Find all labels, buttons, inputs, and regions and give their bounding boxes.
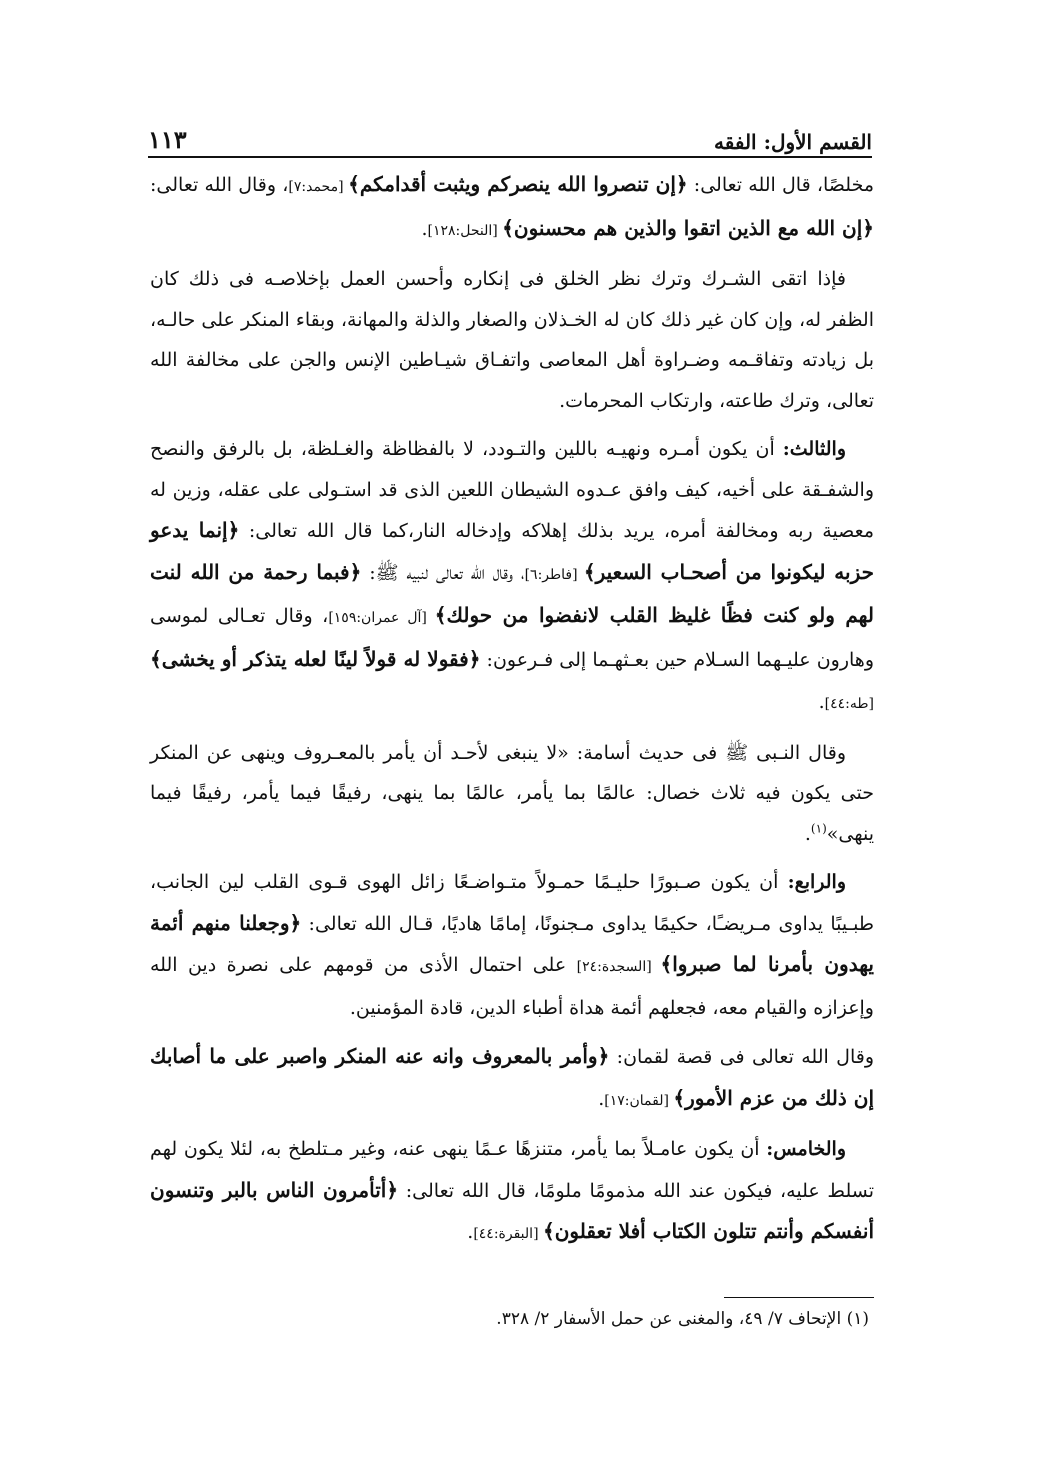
paragraph-7 [150,1129,874,1255]
text-span: أن يكون عامـلاً بما يأمر، متنزهًا عـمًا ينهى عنه، وغير مـتلطخ به، لئلا يكون لهم تسلط عليه، فيكون عند الله مذمومًا ملومًا، قال الله تعالى: [150,1138,874,1202]
quran-verse: ﴿إن تنصروا الله ينصركم ويثبت أقدامكم﴾ [348,172,688,196]
text-span: فإذا اتقى الشـرك وترك نظر الخلق فى إنكاره وأحسن العمل بإخلاصـه فى ذلك كان الظفر له، وإن كان غير ذلك كان له الخـذلان والصغار والذلة والمهانة، وبقاء المنكر على حالـه، بل زيادته وتفاقـمه وضـراوة أهل المعاصى واتفـاق شيـاطين الإنس والجن على مخالفة الله تعالى، وترك طاعته، وارتكاب المحرمات. [150,268,874,412]
text-span: أن يكون صـبورًا حليـمًا حمـولاً متـواضـعًا زائل الهوى قـوى القلب لين الجانب، طبـيبًا يداوى مـريضـًا، حكيمًا يداوى مـجنونًا، إمامًا هاديًا، قـال الله تعالى: [150,871,874,935]
quran-verse: ﴿فبما رحمة من الله لنت لهم ولو كنت فظًا غليظ القلب لانفضوا من حولك﴾ [150,559,874,627]
verse-reference: [البقرة:٤٤] [473,1226,543,1242]
point-heading: والثالث: [782,438,846,460]
verse-reference: [آل عمران:١٥٩] [328,610,435,626]
footnote-marker[interactable]: (١) [810,821,827,836]
verse-reference: [السجدة:٢٤] [576,959,661,975]
text-span: أن يكون أمـره ونهيـه باللين والتـودد، لا بالفظاظة والغـلظة، بل بالرفق والنصح والشفـقة على أخيه، كيف وافق عـدوه الشيطان اللعين الذى قد استـولى على عقله، وزين له معصية ربه ومخالفة أمره، يريد بذلك إهلاكه وإدخاله النار،كما قال الله تعالى: [150,438,874,542]
text-span: وقال الله تعالى فى قصة لقمان: [609,1046,874,1068]
point-heading: والرابع: [787,871,846,893]
verse-reference: [طه:٤٤] [824,696,874,712]
verse-reference: [النحل:١٢٨] [427,222,503,239]
verse-reference: [محمد:٧] [288,179,349,195]
text-span: مخلصًا، قال الله تعالى: [687,174,875,196]
running-header [148,118,872,154]
main-text [150,164,874,1263]
text-span: . [598,1087,605,1110]
quran-verse: ﴿فقولا له قولاً لينًا لعله يتذكر أو يخشى﴾ [150,646,481,671]
quran-verse: ﴿وأمر بالمعروف وانه عنه المنكر واصبر على ما أصابك إن ذلك من عزم الأمور﴾ [150,1044,874,1110]
text-span: . [421,217,428,240]
footnote: (١) الإتحاف ٧/ ٤٩، والمغنى عن حمل الأسفار ٢/ ٣٢٨. [496,1309,869,1329]
text-span: . [467,1221,474,1243]
text-span: على احتمال الأذى من قومهم على نصرة دين الله وإعزازه والقيام معه، فجعلهم أئمة هداة أطباء الدين، قادة المؤمنين. [150,954,874,1019]
text-span: وقال النـبى ﷺ فى حديث أسامة: «لا ينبغى لأحـد أن يأمر بالمعـروف وينهى عن المنكر حتى يكون فيه ثلاث خصال: عالمًا بما يأمر، عالمًا بما ينهى، رفيقًا فيما يأمر، رفيقًا فيما ينهى» [150,741,874,845]
section-title: القسم الأول: الفقه [714,130,872,154]
quran-verse: ﴿وجعلنا منهم أئمة يهدون بأمرنا لما صبروا﴾ [150,910,874,976]
quran-verse: ﴿أتأمرون الناس بالبر وتنسون أنفسكم وأنتم تتلون الكتاب أفلا تعقلون﴾ [150,1177,874,1243]
text-span: ، وقال الله تعالى: [150,174,289,196]
header-divider [148,156,872,158]
verse-reference: [لقمان:١٧] [604,1092,674,1109]
paragraph-3 [150,429,874,725]
verse-reference: [فاطر:٦] [524,566,584,583]
paragraph-2 [150,259,874,421]
paragraph-5 [150,862,874,1028]
point-heading: والخامس: [766,1138,846,1160]
text-span: ، وقال الله تعالى لنبيه ﷺ: [361,561,525,584]
page-number: ١١٣ [148,125,187,154]
text-span: ، وقال تعـالى لموسى وهارون عليـهما السـلام حين بعـثهـما إلى فـرعون: [150,605,874,671]
paragraph-6 [150,1036,874,1121]
text-span: . [818,691,825,713]
paragraph-1 [150,164,874,251]
footnote-divider [724,1297,874,1298]
paragraph-4 [150,733,874,855]
quran-verse: ﴿إنما يدعو حزبه ليكونوا من أصحـاب السعير﴾ [150,518,874,584]
quran-verse: ﴿إن الله مع الذين اتقوا والذين هم محسنون﴾ [502,215,874,240]
text-span: . [804,822,811,845]
